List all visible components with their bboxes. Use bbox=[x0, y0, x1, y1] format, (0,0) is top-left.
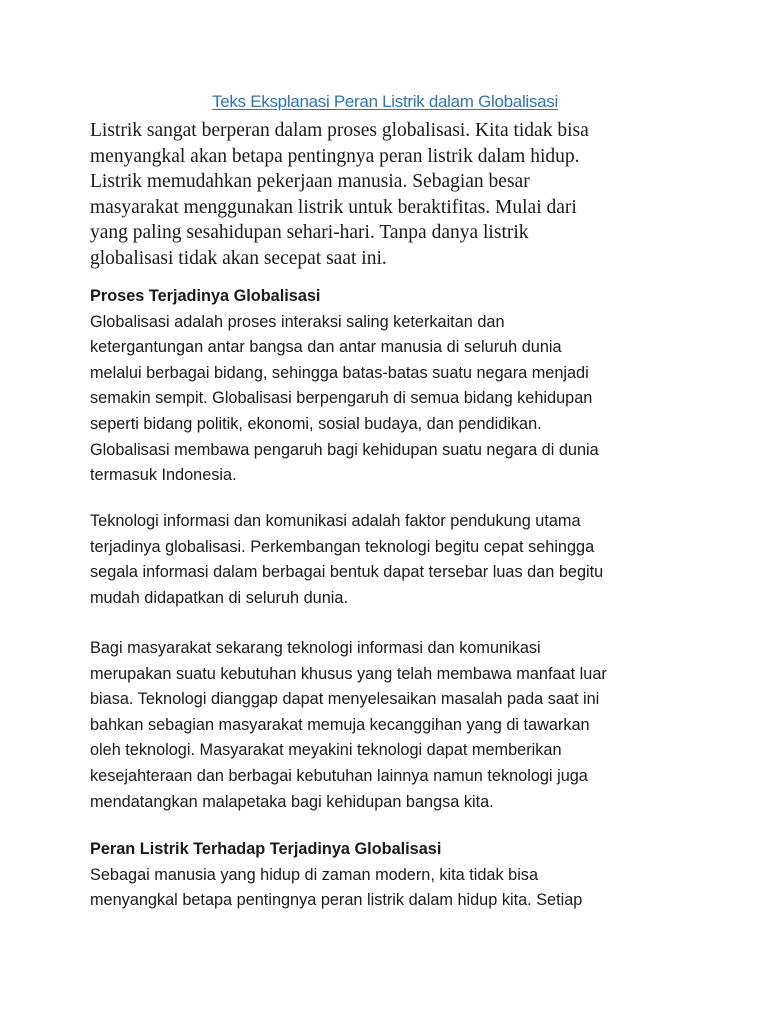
intro-line: Listrik sangat berperan dalam proses globalisasi. Kita tidak bisa bbox=[90, 120, 589, 141]
body-line: mudah didapatkan di seluruh dunia. bbox=[90, 588, 348, 607]
body-line: terjadinya globalisasi. Perkembangan teknologi begitu cepat sehingga bbox=[90, 537, 595, 556]
section-heading: Peran Listrik Terhadap Terjadinya Globalisasi bbox=[90, 840, 442, 858]
body-line: kesejahteraan dan berbagai kebutuhan lainnya namun teknologi juga bbox=[90, 766, 588, 785]
intro-line: menyangkal akan betapa pentingnya peran listrik dalam hidup. bbox=[90, 145, 580, 167]
intro-line: yang paling sesahidupan sehari-hari. Tanpa danya listrik bbox=[90, 222, 529, 243]
intro-paragraph bbox=[90, 118, 680, 271]
intro-line: masyarakat menggunakan listrik untuk beraktifitas. Mulai dari bbox=[90, 196, 577, 218]
body-line: Bagi masyarakat sekarang teknologi informasi dan komunikasi bbox=[90, 639, 541, 657]
body-line: Sebagai manusia yang hidup di zaman modern, kita tidak bisa bbox=[90, 865, 539, 884]
body-line: semakin sempit. Globalisasi berpengaruh di semua bidang kehidupan bbox=[90, 389, 593, 408]
body-line: bahkan sebagian masyarakat memuja kecanggihan yang di tawarkan bbox=[90, 715, 590, 734]
document-title: Teks Eksplanasi Peran Listrik dalam Globalisasi bbox=[212, 92, 558, 111]
body-line: segala informasi dalam berbagai bentuk dapat tersebar luas dan begitu bbox=[90, 563, 604, 582]
body-line: biasa. Teknologi dianggap dapat menyelesaikan masalah pada saat ini bbox=[90, 690, 600, 709]
body-line: Teknologi informasi dan komunikasi adalah faktor pendukung utama bbox=[90, 512, 581, 530]
body-line: oleh teknologi. Masyarakat meyakini teknologi dapat memberikan bbox=[90, 741, 562, 760]
body-line: merupakan suatu kebutuhan khusus yang telah membawa manfaat luar bbox=[90, 664, 607, 683]
intro-line: Listrik memudahkan pekerjaan manusia. Sebagian besar bbox=[90, 171, 530, 192]
intro-line: globalisasi tidak akan secepat saat ini. bbox=[90, 247, 387, 269]
section-proses-globalisasi bbox=[90, 284, 680, 489]
body-line: ketergantungan antar bangsa dan antar manusia di seluruh dunia bbox=[90, 338, 562, 357]
body-line: Globalisasi membawa pengaruh bagi kehidupan suatu negara di dunia bbox=[90, 440, 599, 459]
body-line: menyangkal betapa pentingnya peran listrik dalam hidup kita. Setiap bbox=[90, 891, 583, 910]
section-heading: Proses Terjadinya Globalisasi bbox=[90, 287, 321, 305]
paragraph-teknologi-informasi bbox=[90, 509, 680, 611]
body-line: mendatangkan malapetaka bagi kehidupan bangsa kita. bbox=[90, 792, 494, 811]
paragraph-kebutuhan-teknologi bbox=[90, 636, 680, 815]
body-line: termasuk Indonesia. bbox=[90, 466, 237, 485]
section-peran-listrik bbox=[90, 837, 680, 914]
body-line: melalui berbagai bidang, sehingga batas-batas suatu negara menjadi bbox=[90, 363, 589, 382]
body-line: Globalisasi adalah proses interaksi saling keterkaitan dan bbox=[90, 312, 505, 331]
body-line: seperti bidang politik, ekonomi, sosial budaya, dan pendidikan. bbox=[90, 414, 542, 433]
